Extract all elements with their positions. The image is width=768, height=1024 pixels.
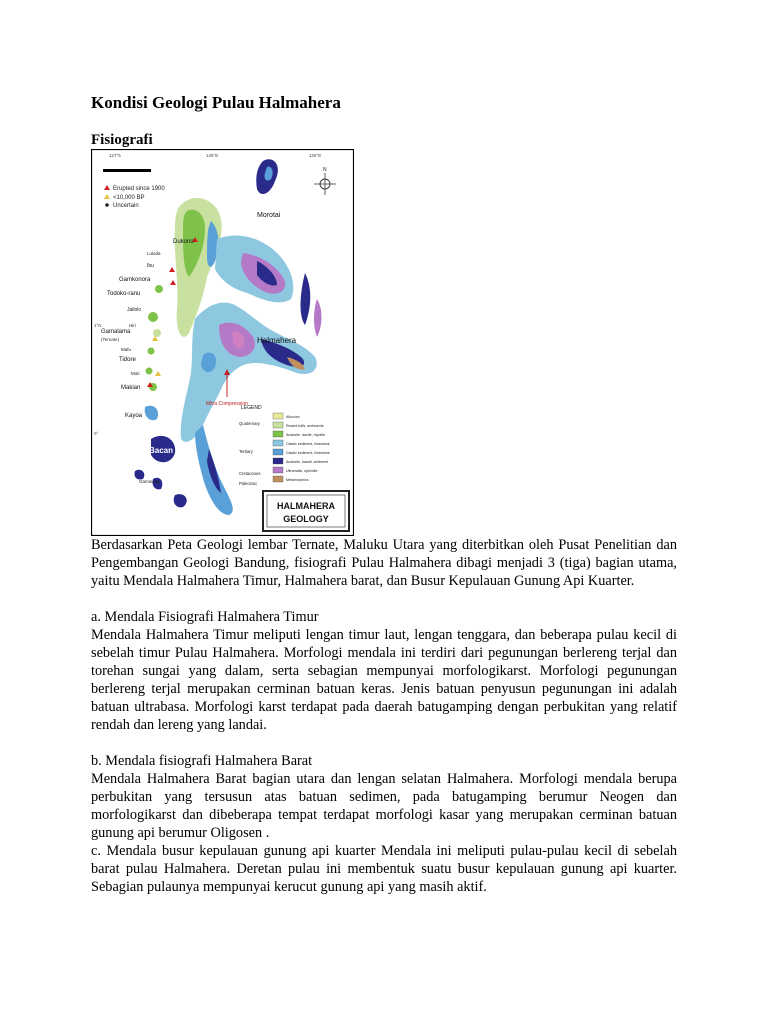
page-title: Kondisi Geologi Pulau Halmahera	[91, 93, 341, 112]
label-makian: Makian	[121, 385, 141, 391]
section-heading: Fisiografi	[91, 132, 153, 148]
label-mitra: Mitra Compression	[206, 401, 248, 407]
legend-title: LEGEND	[241, 405, 262, 411]
label-kayoa: Kayoa	[125, 413, 143, 419]
key-uncertain: Uncertain	[113, 203, 139, 209]
legend-item-5: Andesite, basalt, sediment	[286, 460, 329, 464]
legend-item-6: Ultramafic, ophiolite	[286, 469, 318, 473]
section-a-body: Mendala Halmahera Timur meliputi lengan timur laut, lengan tenggara, dan beberapa pulau kecil di sebelah timur Pulau Halmahera. Morfologi mendala ini terdiri dari pegunungan berlereng terjal dan torehan sungai yang dalam, serta sebagian mempunyai morfologikarst. Morfologi pegunungan berlereng terjal merupakan cerminan batuan keras. Jenis batuan penyusun pegunungan ini adalah batuan ultrabasa. Morfologi karst terdapat pada daerah batugamping dengan perbukitan yang relatif rendah dan lereng yang landai.	[91, 627, 677, 733]
section-c-body: c. Mendala busur kepulauan gunung api kuarter Mendala ini meliputi pulau-pulau kecil di sebelah barat pulau Halmahera. Deretan pulau ini membentuk suatu busur kepulauan gunung api kuarter. Sebagian pulaunya mempunyai kerucut gunung api yang masih aktif.	[91, 843, 677, 895]
label-gamkonora: Gamkonora	[119, 277, 151, 283]
label-loloda: Loloda	[147, 251, 161, 256]
key-bp: <10,000 BP	[113, 195, 145, 201]
compass-n: N	[323, 167, 327, 173]
coord-lon1: 127°5	[109, 153, 121, 158]
uncertain-marker-icon	[105, 203, 109, 207]
label-halmahera: Halmahera	[257, 336, 297, 345]
coord-lat1: 1°N	[94, 323, 102, 328]
label-ibu: Ibu	[147, 263, 154, 269]
halmahera-geology-map	[91, 149, 354, 536]
label-moti: Moti	[131, 371, 140, 376]
label-dukono: Dukono	[173, 239, 194, 245]
key-erupted: Erupted since 1900	[113, 186, 165, 192]
section-b-heading: b. Mendala fisiografi Halmahera Barat	[91, 753, 313, 769]
section-b-body: Mendala Halmahera Barat bagian utara dan lengan selatan Halmahera. Morfologi mendala berupa perbukitan yang tersusun atas batuan sedimen, pada batugamping berumur Neogen dan morfologikarst dan dibeberapa tempat terdapat morfologi kasar yang merupakan cerminan batuan gunung api berumur Oligosen .	[91, 771, 677, 841]
label-tidore: Tidore	[119, 357, 136, 363]
map-title-line1: HALMAHERA	[277, 501, 335, 511]
label-mafu: Mafu	[121, 347, 132, 352]
map-title-box	[263, 491, 349, 531]
label-jailolo: Jailolo	[127, 307, 142, 313]
section-a-heading: a. Mendala Fisiografi Halmahera Timur	[91, 609, 319, 625]
label-morotai: Morotai	[257, 212, 281, 219]
intro-paragraph: Berdasarkan Peta Geologi lembar Ternate, Maluku Utara yang diterbitkan oleh Pusat Penelitian dan Pengembangan Geologi Bandung, fisiografi Pulau Halmahera dibagi menjadi 3 (tiga) bagian utama, yaitu Mendala Halmahera Timur, Halmahera barat, dan Busur Kepulauan Gunung Api Kuarter.	[91, 537, 677, 589]
coord-lat2: 0°	[94, 431, 99, 436]
label-bacan: Bacan	[149, 446, 174, 455]
label-todoko: Todoko-ranu	[107, 291, 141, 297]
legend-quaternary: Quaternary	[239, 421, 260, 426]
legend-item-3: Clastic sediment, limestone	[286, 442, 330, 446]
legend-tertiary: Tertiary	[239, 449, 253, 454]
map-title-line2: GEOLOGY	[283, 514, 329, 524]
legend-item-7: Metamorphics	[286, 478, 309, 482]
legend-item-1: Recent tuffs, sediments	[286, 424, 324, 428]
coord-lon2: 128°E	[206, 153, 219, 158]
scale-bar	[103, 169, 151, 172]
legend-cretaceous: Cretaceous	[239, 471, 261, 476]
legend-item-2: Andesite, dacite, rhyolite	[286, 433, 326, 437]
legend-item-0: Alluvium	[286, 415, 300, 419]
ternate-island	[155, 285, 163, 293]
legend-item-4: Clastic sediment, limestone	[286, 451, 330, 455]
body-text	[91, 536, 677, 896]
legend-paleozoic: Paleozoic	[239, 481, 258, 486]
label-ternate: (Ternate)	[101, 337, 120, 342]
label-hiri: Hiri	[129, 323, 136, 328]
label-gamsungi: Gamsungi	[139, 479, 160, 484]
coord-lon3: 129°E	[309, 153, 322, 158]
label-gamalama: Gamalama	[101, 329, 131, 335]
